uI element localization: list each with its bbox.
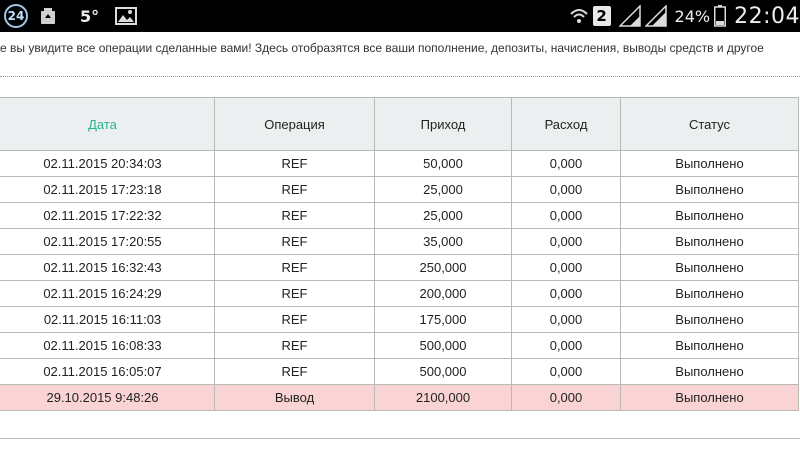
cell-status: Выполнено <box>621 385 799 411</box>
cell-income: 500,000 <box>375 359 512 385</box>
cell-status: Выполнено <box>621 229 799 255</box>
table-row <box>0 177 799 203</box>
status-bar <box>0 0 800 32</box>
column-header-income[interactable]: Приход <box>375 98 512 151</box>
table-row <box>0 229 799 255</box>
bottom-divider <box>0 438 800 439</box>
cell-operation: REF <box>215 333 375 359</box>
signal-icon-secondary <box>645 5 667 27</box>
cell-status: Выполнено <box>621 177 799 203</box>
cell-status: Выполнено <box>621 359 799 385</box>
cell-status: Выполнено <box>621 281 799 307</box>
cell-income: 175,000 <box>375 307 512 333</box>
cell-date: 02.11.2015 16:05:07 <box>0 359 215 385</box>
cell-date: 02.11.2015 16:08:33 <box>0 333 215 359</box>
cell-date: 29.10.2015 9:48:26 <box>0 385 215 411</box>
cell-status: Выполнено <box>621 307 799 333</box>
cell-operation: REF <box>215 229 375 255</box>
cell-operation: REF <box>215 359 375 385</box>
cell-date: 02.11.2015 17:20:55 <box>0 229 215 255</box>
table-row <box>0 359 799 385</box>
table-row <box>0 307 799 333</box>
clock: 22:04 <box>734 3 800 29</box>
cell-expense: 0,000 <box>512 333 621 359</box>
cell-date: 02.11.2015 17:22:32 <box>0 203 215 229</box>
sim-slot-indicator: 2 <box>593 6 611 26</box>
cell-expense: 0,000 <box>512 385 621 411</box>
cell-income: 500,000 <box>375 333 512 359</box>
dotted-divider <box>0 76 800 77</box>
table-row-withdrawal <box>0 385 799 411</box>
cell-operation: REF <box>215 203 375 229</box>
wifi-icon <box>569 6 589 26</box>
weather-temperature: 5° <box>80 6 100 26</box>
cell-operation: REF <box>215 281 375 307</box>
cell-expense: 0,000 <box>512 359 621 385</box>
operations-description: е вы увидите все операции сделанные вами! Здесь отобразятся все ваши пополнение, депозиты, начисления, выводы средств и другое <box>0 41 764 55</box>
cell-expense: 0,000 <box>512 177 621 203</box>
cell-income: 50,000 <box>375 151 512 177</box>
cell-operation: REF <box>215 177 375 203</box>
column-header-expense[interactable]: Расход <box>512 98 621 151</box>
cell-expense: 0,000 <box>512 151 621 177</box>
column-header-date[interactable]: Дата <box>0 98 215 151</box>
cell-status: Выполнено <box>621 151 799 177</box>
cell-income: 35,000 <box>375 229 512 255</box>
gallery-icon <box>115 7 137 25</box>
cell-income: 25,000 <box>375 177 512 203</box>
battery-percent: 24% <box>674 6 711 26</box>
cell-date: 02.11.2015 16:24:29 <box>0 281 215 307</box>
cell-expense: 0,000 <box>512 281 621 307</box>
cell-status: Выполнено <box>621 333 799 359</box>
table-row <box>0 255 799 281</box>
cell-date: 02.11.2015 16:11:03 <box>0 307 215 333</box>
cell-date: 02.11.2015 16:32:43 <box>0 255 215 281</box>
cell-income: 250,000 <box>375 255 512 281</box>
recycle-icon <box>38 6 58 26</box>
cell-status: Выполнено <box>621 255 799 281</box>
signal-icon <box>619 5 641 27</box>
cell-operation: REF <box>215 151 375 177</box>
cell-date: 02.11.2015 20:34:03 <box>0 151 215 177</box>
notification-badge-icon: 24 <box>4 4 28 28</box>
table-row <box>0 333 799 359</box>
cell-income: 25,000 <box>375 203 512 229</box>
cell-operation: REF <box>215 307 375 333</box>
table-header-row <box>0 98 799 151</box>
cell-operation: Вывод <box>215 385 375 411</box>
cell-expense: 0,000 <box>512 255 621 281</box>
cell-operation: REF <box>215 255 375 281</box>
cell-income: 2100,000 <box>375 385 512 411</box>
cell-date: 02.11.2015 17:23:18 <box>0 177 215 203</box>
column-header-status[interactable]: Статус <box>621 98 799 151</box>
cell-status: Выполнено <box>621 203 799 229</box>
operations-table <box>0 97 799 411</box>
cell-expense: 0,000 <box>512 307 621 333</box>
column-header-operation[interactable]: Операция <box>215 98 375 151</box>
table-row <box>0 151 799 177</box>
battery-icon <box>714 5 726 27</box>
cell-income: 200,000 <box>375 281 512 307</box>
table-row <box>0 203 799 229</box>
cell-expense: 0,000 <box>512 203 621 229</box>
cell-expense: 0,000 <box>512 229 621 255</box>
table-row <box>0 281 799 307</box>
